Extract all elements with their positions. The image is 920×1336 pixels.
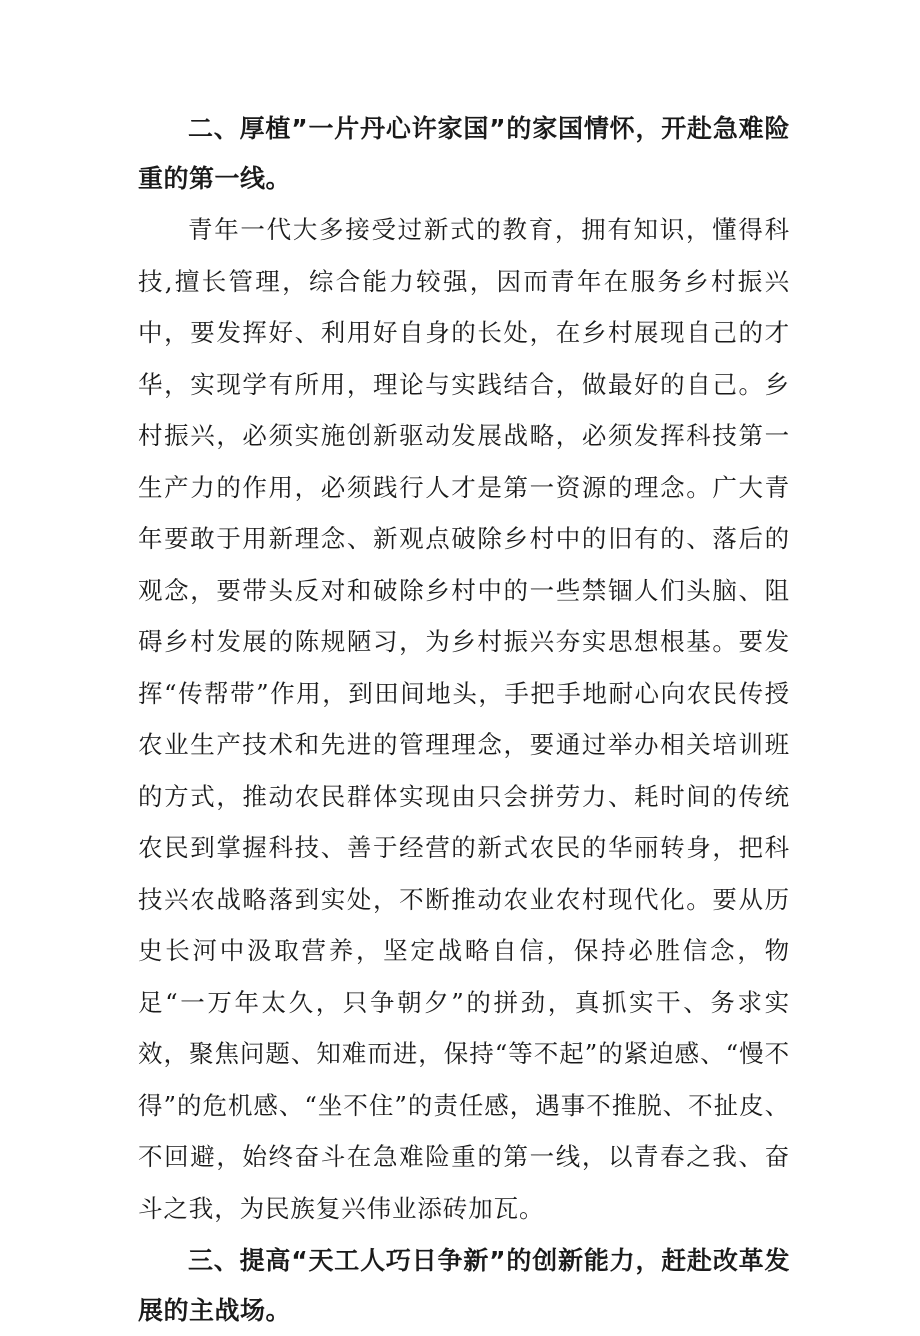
section-2-heading: 二、厚植”一片丹心许家国”的家国情怀，开赴急难险重的第一线。 [138, 114, 790, 193]
document-content [138, 104, 790, 1336]
section-2-body-paragraph: 青年一代大多接受过新式的教育，拥有知识，懂得科技,擅长管理，综合能力较强，因而青年在服务乡村振兴中，要发挥好、利用好自身的长处，在乡村展现自己的才华，实现学有所用，理论与实践结合，做最好的自己。乡村振兴，必须实施创新驱动发展战略，必须发挥科技第一生产力的作用，必须践行人才是第一资源的理念。广大青年要敢于用新理念、新观点破除乡村中的旧有的、落后的观念，要带头反对和破除乡村中的一些禁锢人们头脑、阻碍乡村发展的陈规陋习，为乡村振兴夯实思想根基。要发挥“传帮带”作用，到田间地头，手把手地耐心向农民传授农业生产技术和先进的管理理念，要通过举办相关培训班的方式，推动农民群体实现由只会拼劳力、耗时间的传统农民到掌握科技、善于经营的新式农民的华丽转身，把科技兴农战略落到实处，不断推动农业农村现代化。要从历史长河中汲取营养，坚定战略自信，保持必胜信念，物足“一万年太久，只争朝夕”的拼劲，真抓实干、务求实效，聚焦问题、知难而进，保持“等不起”的紧迫感、“慢不得”的危机感、“坐不住”的责任感，遇事不推脱、不扯皮、不回避，始终奋斗在急难险重的第一线，以青春之我、奋斗之我，为民族复兴伟业添砖加瓦。 [138, 215, 790, 1223]
section-3-heading: 三、提高“天工人巧日争新”的创新能力，赶赴改革发展的主战场。 [138, 1246, 790, 1325]
